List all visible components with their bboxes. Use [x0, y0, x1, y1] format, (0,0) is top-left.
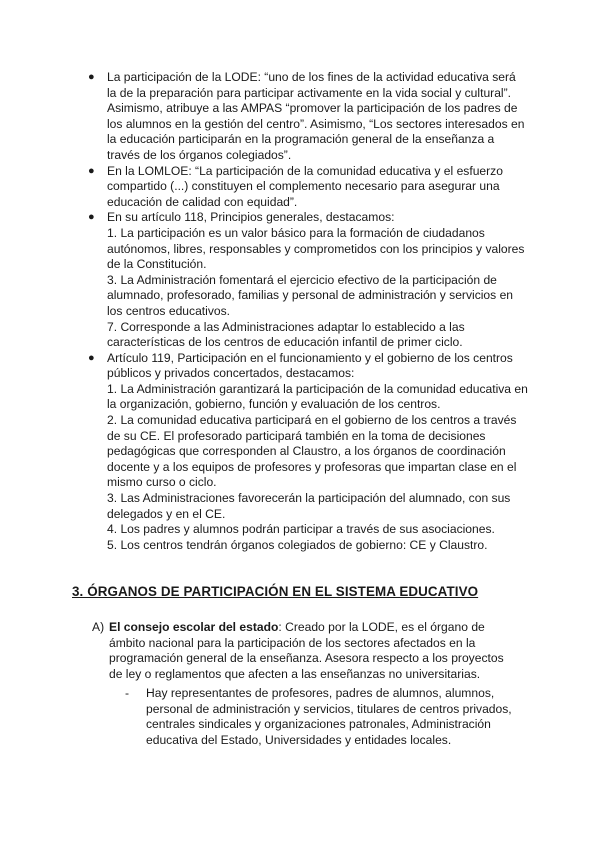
bullet-item-articulo-119 — [88, 351, 528, 554]
article-point: 3. Las Administraciones favorecerán la participación del alumnado, con sus delegados y en el CE. — [107, 491, 511, 521]
term-description: : Creado por la LODE, es el órgano de ámbito nacional para la participación de los sectores afectados en la programación general de la enseñanza. Asesora respecto a los proyectos de ley o reglamentos que afecten a las enseñanzas no universitarias. — [109, 620, 504, 681]
dash-item-text: Hay representantes de profesores, padres de alumnos, alumnos, personal de administración y servicios, titulares de centros privados, centrales sindicales y organizaciones patronales, Administración educativa del Estado, Universidades y entidades locales. — [146, 686, 512, 747]
list-item-body — [92, 620, 520, 682]
bullet-text: La participación de la LODE: “uno de los fines de la actividad educativa será la de la preparación para participar activamente en la vida social y cultural”. Asimismo, atribuye a las AMPAS “promover la participación de los padres de los alumnos en la gestión del centro”. Asimismo, “Los sectores interesados en la educación participarán en la programación general de la enseñanza a través de los órganos colegiados”. — [107, 70, 525, 162]
bullet-item-lomloe — [88, 164, 528, 211]
article-point: 2. La comunidad educativa participará en el gobierno de los centros a través de su CE. El profesorado participará también en la toma de decisiones pedagógicas que corresponden al Claustro, a los órganos de coordinación docente y a los equipos de profesores y profesoras que impartan clase en el mismo curso o ciclo. — [107, 413, 517, 490]
bullet-icon: ● — [88, 351, 95, 364]
bullet-item-articulo-118 — [88, 210, 528, 350]
list-marker: A) — [92, 620, 105, 634]
article-point: 1. La participación es un valor básico para la formación de ciudadanos autónomos, libres, responsables y comprometidos con los principios y valores de la Constitución. — [107, 225, 525, 272]
bullet-icon: ● — [88, 211, 95, 224]
bullet-text: En su artículo 118, Principios generales, destacamos: — [107, 210, 395, 225]
list-item-consejo-escolar — [92, 620, 520, 682]
dash-list-item — [125, 686, 515, 748]
bullet-icon: ● — [88, 164, 95, 177]
article-point: 4. Los padres y alumnos podrán participar a través de sus asociaciones. — [107, 522, 495, 537]
bullet-text: Artículo 119, Participación en el funcionamiento y el gobierno de los centros públicos y privados concertados, destacamos: — [107, 350, 513, 381]
participation-bullet-list — [88, 70, 528, 553]
article-point: 7. Corresponde a las Administraciones adaptar lo establecido a las características de los centros de educación infantil de primer ciclo. — [107, 319, 465, 350]
bullet-icon: ● — [88, 71, 95, 83]
article-point: 1. La Administración garantizará la participación de la comunidad educativa en la organización, gobierno, función y evaluación de los centros. — [107, 381, 528, 412]
article-point: 5. Los centros tendrán órganos colegiados de gobierno: CE y Claustro. — [107, 537, 488, 552]
term-bold: El consejo escolar del estado — [109, 620, 279, 634]
section-heading: 3. ÓRGANOS DE PARTICIPACIÓN EN EL SISTEMA EDUCATIVO — [72, 584, 479, 599]
bullet-item-lode — [88, 70, 528, 164]
bullet-text: En la LOMLOE: “La participación de la comunidad educativa y el esfuerzo compartido (...) constituyen el complemento necesario para asegurar una educación de calidad con equidad”. — [107, 163, 503, 209]
article-point: 3. La Administración fomentará el ejercicio efectivo de la participación de alumnado, profesorado, familias y personal de administración y servicios en los centros educativos. — [107, 272, 514, 318]
dash-marker: - — [125, 686, 130, 700]
